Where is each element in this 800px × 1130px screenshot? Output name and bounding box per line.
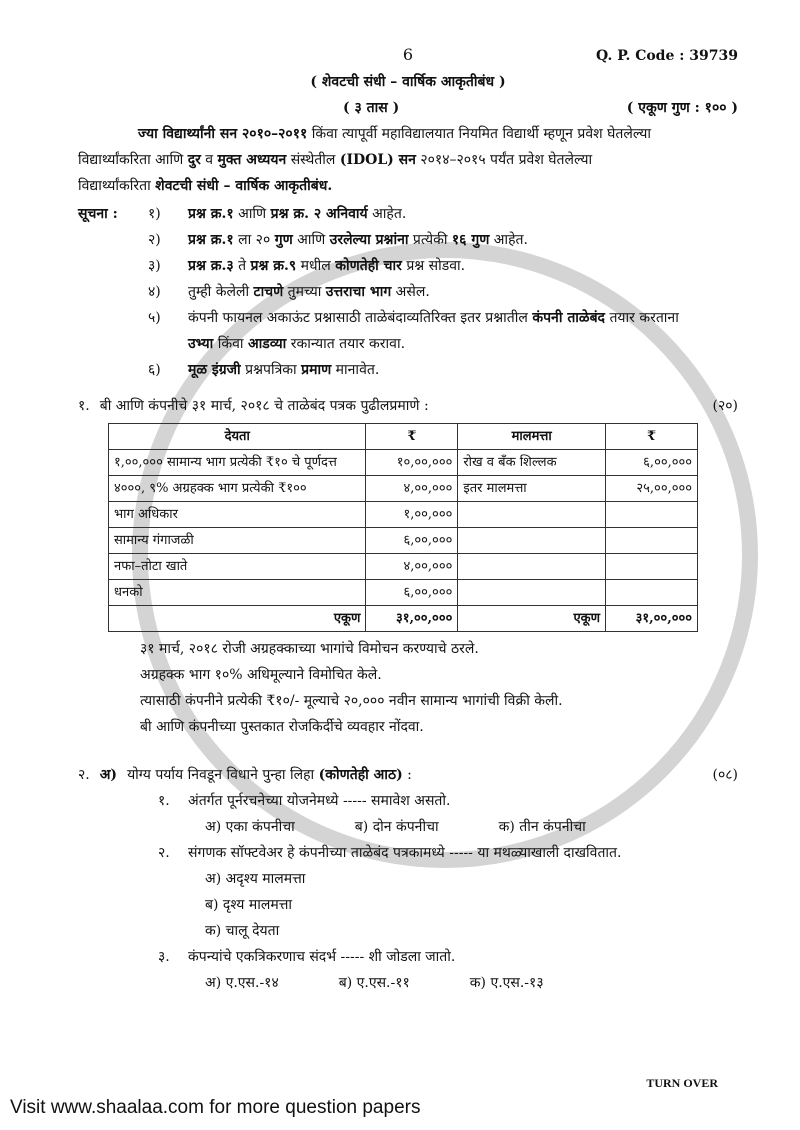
option: ब) दोन कंपनीचा <box>354 819 439 835</box>
instruction-number: ३) <box>148 258 161 274</box>
instruction-item <box>188 253 738 279</box>
table-cell <box>458 554 606 580</box>
bold-text: उभ्या <box>188 336 214 352</box>
instruction-item <box>188 279 738 305</box>
item-options <box>188 970 738 996</box>
q1-text: बी आणि कंपनीचे ३१ मार्च, २०१८ चे ताळेबंद पत्रक पुढीलप्रमाणे : <box>99 398 429 414</box>
option: क) चालू देयता <box>205 923 280 939</box>
intro-line <box>78 147 738 173</box>
q2-item <box>78 840 738 944</box>
table-cell: ६,००,००० <box>366 528 458 554</box>
instruction-number: ५) <box>148 310 161 326</box>
bold-text: कोणतेही चार <box>335 258 402 274</box>
bold-text: ज्या विद्यार्थ्यांनी सन २०१०–२०११ <box>138 126 308 142</box>
table-cell: इतर मालमत्ता <box>458 476 606 502</box>
text: विद्यार्थ्यांकरिता आणि <box>78 152 188 168</box>
q1-notes <box>78 636 738 740</box>
table-cell <box>606 528 698 554</box>
table-cell: धनको <box>109 580 366 606</box>
bold-text: प्रश्न क्र. २ अनिवार्य <box>270 206 368 222</box>
header-liabilities: देयता <box>109 424 366 450</box>
bold-text: मुक्त अध्ययन <box>217 152 287 168</box>
text: रकान्यात तयार करावा. <box>286 336 406 352</box>
table-cell: १,००,००० सामान्य भाग प्रत्येकी ₹१० चे पूर्णदत्त <box>109 450 366 476</box>
q1-marks: (२०) <box>712 398 738 414</box>
option: ब) ए.एस.-११ <box>338 975 410 991</box>
instruction-number: १) <box>148 206 161 222</box>
q2-item <box>78 788 738 840</box>
table-row <box>109 554 698 580</box>
bold-text: १६ गुण <box>451 232 490 248</box>
text: आहेत. <box>489 232 528 248</box>
item-options <box>188 814 738 840</box>
bold-text: आडव्या <box>247 336 287 352</box>
q1-number: १. <box>78 398 90 414</box>
q2-instruction <box>127 762 702 788</box>
bold-text: प्रश्न क्र.३ <box>188 258 234 274</box>
total-cell: एकूण <box>458 606 606 632</box>
option: अ) अदृश्य मालमत्ता <box>205 871 306 887</box>
bold-text: गुण <box>274 232 293 248</box>
text: ते <box>233 258 251 274</box>
intro-line <box>78 173 738 199</box>
text: प्रत्येकी <box>408 232 452 248</box>
table-row <box>109 580 698 606</box>
instructions-label: सूचना : <box>78 206 118 222</box>
text: मधील <box>296 258 336 274</box>
table-cell <box>606 502 698 528</box>
page-bottom <box>10 1070 738 1120</box>
table-row <box>109 502 698 528</box>
instruction-line <box>188 253 738 279</box>
q2-row <box>78 762 738 788</box>
table-cell: २५,००,००० <box>606 476 698 502</box>
table-row <box>109 450 698 476</box>
instruction-line <box>188 331 738 357</box>
table-cell: सामान्य गंगाजळी <box>109 528 366 554</box>
instruction-number: २) <box>148 232 161 248</box>
total-cell: एकूण <box>109 606 366 632</box>
instruction-number: ४) <box>148 284 161 300</box>
text: प्रश्न सोडवा. <box>401 258 466 274</box>
text: प्रश्नपत्रिका <box>240 362 302 378</box>
page-number: 6 <box>402 45 414 64</box>
table-cell: रोख व बँक शिल्लक <box>458 450 606 476</box>
paper-content <box>78 42 738 996</box>
table-cell <box>606 580 698 606</box>
bold-text: प्रश्न क्र.९ <box>250 258 297 274</box>
total-cell: ३१,००,००० <box>366 606 458 632</box>
note-line: बी आणि कंपनीच्या पुस्तकात रोजकिर्दीचे व्यवहार नोंदवा. <box>140 719 424 735</box>
item-number: २. <box>158 845 170 861</box>
q1-row <box>78 393 738 419</box>
bold-text: दुर <box>187 152 201 168</box>
text: आणि <box>292 232 330 248</box>
item-options <box>188 866 738 944</box>
paper-title: ( शेवटची संधी – वार्षिक आकृतीबंध ) <box>310 74 506 90</box>
bold-text: शेवटची संधी – वार्षिक आकृतीबंध. <box>155 178 333 194</box>
option: अ) एका कंपनीचा <box>205 819 295 835</box>
text: किंवा त्यापूर्वी महाविद्यालयात नियमित विद्यार्थी म्हणून प्रवेश घेतलेल्या <box>307 126 651 142</box>
q2-item <box>78 944 738 996</box>
table-cell: १०,००,००० <box>366 450 458 476</box>
bold-text: प्रश्न क्र.१ <box>188 206 234 222</box>
table-cell: नफा–तोटा खाते <box>109 554 366 580</box>
duration: ( ३ तास ) <box>343 100 400 116</box>
text: संस्थेतील <box>286 152 340 168</box>
turn-over: TURN OVER <box>646 1076 718 1090</box>
q2-colon: : <box>402 767 412 783</box>
bold-text: कंपनी ताळेबंद <box>532 310 605 326</box>
header-assets: मालमत्ता <box>458 424 606 450</box>
note-line: अग्रहक्क भाग १०% अधिमूल्याने विमोचित केले. <box>140 667 382 683</box>
bold-text: टाचणे <box>253 284 284 300</box>
table-cell: ४,००,००० <box>366 476 458 502</box>
duration-row <box>78 95 738 121</box>
bold-text: प्रश्न क्र.१ <box>188 232 234 248</box>
note-line: त्यासाठी कंपनीने प्रत्येकी ₹१०/- मूल्याचे २०,००० नवीन सामान्य भागांची विक्री केली. <box>140 693 563 709</box>
instruction-line <box>188 357 738 383</box>
table-cell: ४,००,००० <box>366 554 458 580</box>
option: क) ए.एस.-१३ <box>469 975 544 991</box>
total-cell: ३१,००,००० <box>606 606 698 632</box>
total-row <box>109 606 698 632</box>
text: आहेत. <box>367 206 407 222</box>
instruction-line <box>188 201 738 227</box>
text: तुम्ही केलेली <box>188 284 254 300</box>
table-cell: ४०००, ९% अग्रहक्क भाग प्रत्येकी ₹१०० <box>109 476 366 502</box>
note-line: ३१ मार्च, २०१८ रोजी अग्रहक्काच्या भागांचे विमोचन करण्याचे ठरले. <box>140 641 479 657</box>
text: विद्यार्थ्यांकरिता <box>78 178 156 194</box>
balance-sheet-table <box>108 423 698 632</box>
table-row <box>109 528 698 554</box>
table-cell: १,००,००० <box>366 502 458 528</box>
q2-items <box>78 788 738 996</box>
text: किंवा <box>213 336 248 352</box>
option: ब) दृश्य मालमत्ता <box>205 897 293 913</box>
instructions-list <box>78 201 738 383</box>
bold-text: उरलेल्या प्रश्नांना <box>329 232 409 248</box>
header-amount: ₹ <box>606 424 698 450</box>
instruction-line <box>188 305 738 331</box>
table-header-row <box>109 424 698 450</box>
q2-marks: (०८) <box>712 767 738 783</box>
item-number: ३. <box>158 949 170 965</box>
bold-text: मूळ इंग्रजी <box>188 362 241 378</box>
table-cell <box>606 554 698 580</box>
table-cell <box>458 502 606 528</box>
q2-text: योग्य पर्याय निवडून विधाने पुन्हा लिहा <box>127 767 315 783</box>
option: क) तीन कंपनीचा <box>498 819 586 835</box>
table-cell: ६,००,००० <box>366 580 458 606</box>
text: ला २० <box>233 232 275 248</box>
table-cell: ६,००,००० <box>606 450 698 476</box>
q2-part: अ) <box>99 767 118 783</box>
qp-code: Q. P. Code : 39739 <box>595 48 738 64</box>
text: २०१४–२०१५ पर्यंत प्रवेश घेतलेल्या <box>415 152 593 168</box>
page-header <box>78 42 738 69</box>
instruction-line <box>188 227 738 253</box>
q2-text-bold: (कोणतेही आठ) <box>318 767 403 783</box>
instruction-number: ६) <box>148 362 161 378</box>
item-text: अंतर्गत पूर्नरचनेच्या योजनेमध्ये ----- समावेश असतो. <box>188 793 451 809</box>
item-text: संगणक सॉफ्टवेअर हे कंपनीच्या ताळेबंद पत्रकामध्ये ----- या मथळ्याखाली दाखवितात. <box>188 845 622 861</box>
instruction-item <box>188 201 738 227</box>
q2-number: २. <box>78 767 90 783</box>
table-cell <box>458 580 606 606</box>
instruction-item <box>188 305 738 357</box>
text: तुमच्या <box>283 284 326 300</box>
text: मानावेत. <box>331 362 380 378</box>
table-cell: भाग अधिकार <box>109 502 366 528</box>
text: तयार करताना <box>605 310 679 326</box>
instruction-line <box>188 279 738 305</box>
bold-text: प्रमाण <box>301 362 332 378</box>
option: अ) ए.एस.-१४ <box>205 975 279 991</box>
table-cell <box>458 528 606 554</box>
text: व <box>200 152 218 168</box>
bold-text: उत्तराचा भाग <box>325 284 392 300</box>
header-amount: ₹ <box>366 424 458 450</box>
item-number: १. <box>158 793 170 809</box>
bold-text: (IDOL) सन <box>339 152 416 168</box>
item-text: कंपन्यांचे एकत्रिकरणाच संदर्भ ----- शी जोडला जातो. <box>188 949 456 965</box>
footer-text: Visit www.shaalaa.com for more question papers <box>10 1097 421 1118</box>
total-marks: ( एकूण गुण : १०० ) <box>626 100 738 116</box>
intro-paragraph <box>78 121 738 199</box>
text: कंपनी फायनल अकाऊंट प्रश्नासाठी ताळेबंदाव्यतिरिक्त इतर प्रश्नातील <box>188 310 533 326</box>
table-row <box>109 476 698 502</box>
instruction-item <box>188 357 738 383</box>
intro-line <box>78 121 738 147</box>
instruction-item <box>188 227 738 253</box>
text: आणि <box>233 206 271 222</box>
text: असेल. <box>391 284 430 300</box>
